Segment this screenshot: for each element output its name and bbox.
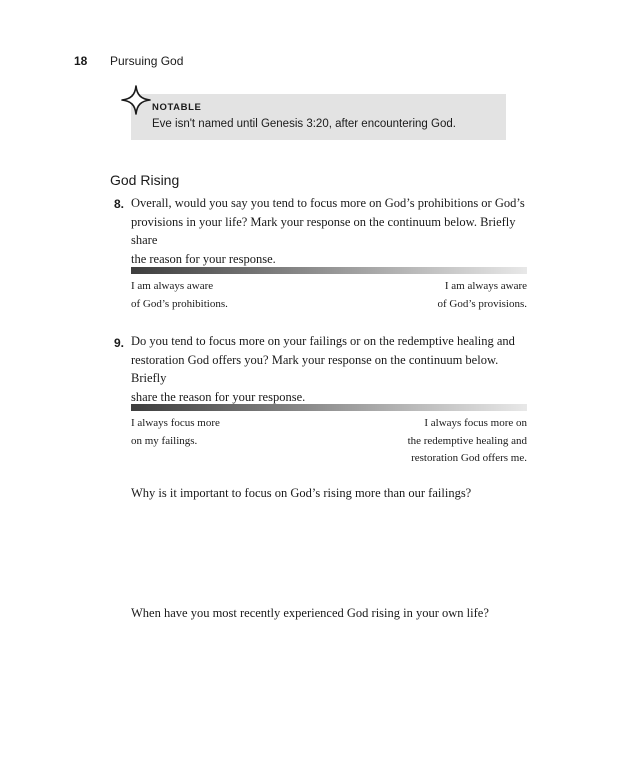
notable-text: Eve isn't named until Genesis 3:20, after encountering God. — [152, 118, 456, 130]
scale-right-line: the redemptive healing and — [407, 434, 527, 447]
question-8-scale-right — [437, 278, 527, 313]
question-line: Do you tend to focus more on your failings or on the redemptive healing and — [131, 334, 515, 348]
scale-left-line: I always focus more — [131, 417, 220, 429]
question-8-continuum-bar[interactable] — [131, 267, 527, 274]
running-head: Pursuing God — [110, 54, 184, 68]
scale-right-line: restoration God offers me. — [411, 452, 527, 464]
reflection-prompt-2: When have you most recently experienced God rising in your own life? — [131, 606, 489, 620]
question-line: restoration God offers you? Mark your response on the continuum below. Briefly — [131, 352, 499, 385]
question-9-scale-right — [408, 415, 527, 468]
scale-right-line: I am always aware — [444, 280, 527, 292]
question-8-number: 8. — [114, 197, 125, 211]
question-8-scale-left — [131, 278, 228, 313]
four-point-star-icon — [120, 84, 152, 116]
question-9-continuum-bar[interactable] — [131, 404, 527, 411]
notable-label: NOTABLE — [152, 102, 202, 113]
scale-left-line: on my failings. — [131, 434, 198, 447]
question-line: Overall, would you say you tend to focus more on God’s prohibitions or God’s — [131, 196, 525, 210]
question-8-text — [131, 194, 531, 268]
question-line: the reason for your response. — [131, 251, 276, 266]
scale-left-line: I am always aware — [131, 280, 214, 292]
scale-right-line: I always focus more on — [424, 417, 527, 429]
scale-left-line: of God’s prohibitions. — [131, 297, 228, 310]
question-9-number: 9. — [114, 336, 125, 350]
question-line: share the reason for your response. — [131, 389, 306, 404]
question-9-scale-left — [131, 415, 220, 450]
reflection-prompt-1: Why is it important to focus on God’s rising more than our failings? — [131, 486, 472, 500]
section-heading: God Rising — [110, 172, 180, 188]
notable-callout-box — [131, 94, 506, 140]
page-number: 18 — [74, 54, 88, 68]
question-line: provisions in your life? Mark your response on the continuum below. Briefly share — [131, 214, 516, 247]
scale-right-line: of God’s provisions. — [437, 297, 527, 310]
question-9-text — [131, 332, 531, 406]
